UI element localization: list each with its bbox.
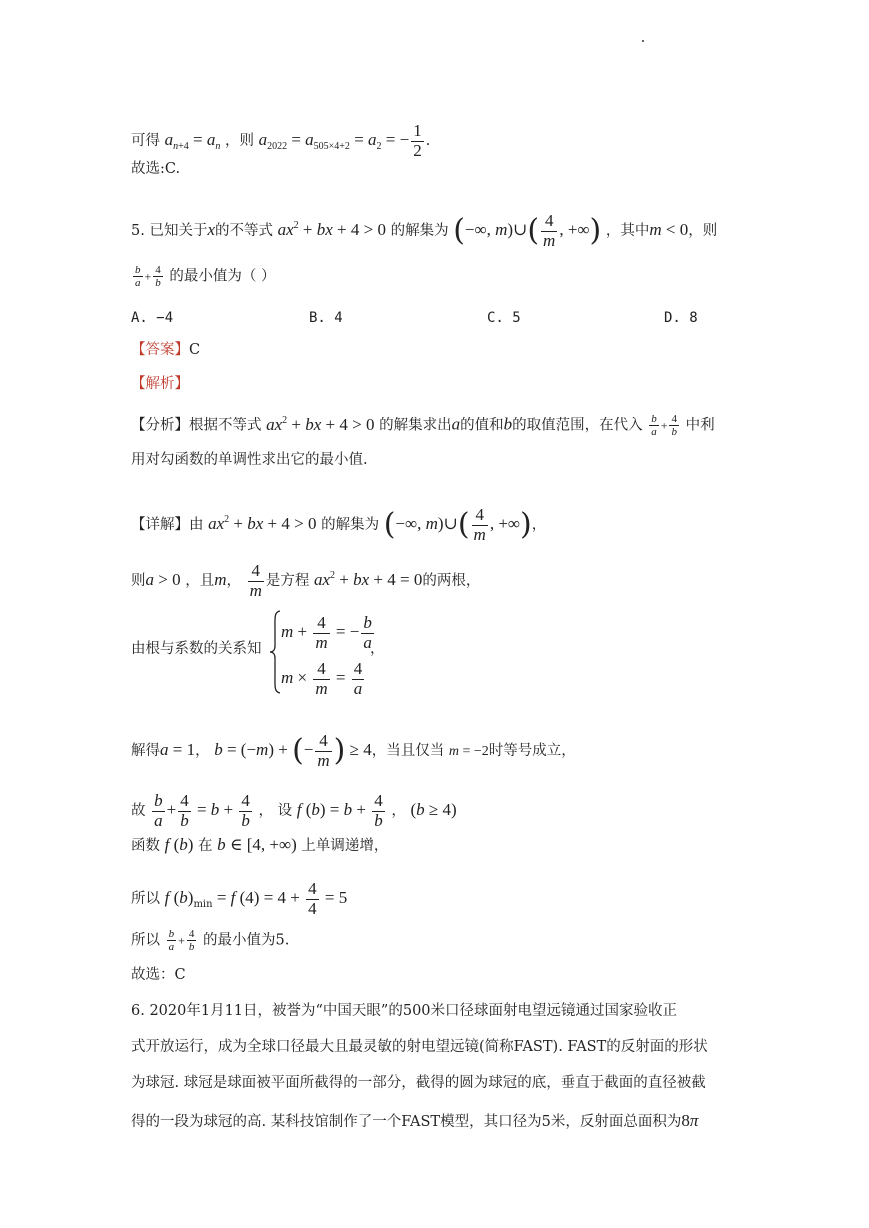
- math-recurrence: $a_{n+4} = a_n$: [164, 130, 221, 153]
- option-d[interactable]: D. 8: [664, 310, 698, 326]
- detail-line-1: 【详解】由 $ax^2$ + bx + 4 > 0 的解集为 (−∞, m)∪( $\frac{4}{m}$ , +∞)，: [131, 505, 547, 544]
- fenxi-line-1: 【分析】根据不等式 $ax^2$ + bx + 4 > 0 的解集求出a的值和b的取值范围，在代入 $\frac{b}{a}$ + $\frac{4}{b}$ 中利: [131, 413, 715, 439]
- vieta-label: 由根与系数的关系知: [131, 641, 262, 657]
- corner-mark: [642, 40, 644, 42]
- analysis-heading: 【解析】: [131, 376, 189, 392]
- question-5: 5. 已知关于x的不等式 $ax^2$ + bx + 4 > 0 的解集为 (−∞, m)∪( $\frac{4}{m}$ , +∞) ，其中m < 0，则: [131, 211, 718, 250]
- vieta-eq-1: m + $\frac{4}{m}$ = − $\frac{b}{a}$: [281, 613, 372, 652]
- math-inequality: $ax^2$ + bx + 4 > 0: [277, 220, 386, 240]
- line-choice-c2: 故选：C: [131, 967, 186, 983]
- left-brace: [269, 610, 281, 694]
- math-solution-set: (−∞, m)∪( $\frac{4}{m}$ , +∞): [453, 211, 602, 250]
- question-5-cont: $\frac{b}{a}$ + $\frac{4}{b}$ 的最小值为（ ）: [135, 264, 276, 290]
- detail-line-2: 则a > 0 ，且m， $\frac{4}{m}$ 是方程 $ax^2$ + bx + 4 = 0的两根，: [131, 561, 481, 600]
- vieta-comma: ，: [370, 641, 385, 657]
- so-line: 所以 $\frac{b}{a}$ + $\frac{4}{b}$ 的最小值为5.: [131, 928, 290, 954]
- line-choice-c1: 故选:C.: [131, 161, 181, 177]
- solve-line: 解得a = 1， b = (−m) + (− $\frac{4}{m}$ ) ≥ 4，当且仅当 m = −2时等号成立，: [131, 731, 576, 770]
- min-line: 所以 f $(b)_{min} = f$ (4) = 4 + $\frac{4}{4}$ = 5: [131, 879, 348, 918]
- func-line: 函数 f (b) 在 b ∈ [4, +∞) 上单调递增，: [131, 835, 389, 854]
- question-6-line-1: 6. 2020年1月11日，被誉为“中国天眼”的500米口径球面射电望远镜通过国家验收正: [131, 1003, 678, 1019]
- fraction-half: $\frac{1}{2}$: [413, 121, 422, 160]
- option-c[interactable]: C. 5: [487, 310, 521, 326]
- vieta-eq-2: m × $\frac{4}{m}$ = $\frac{4}{a}$: [281, 659, 363, 698]
- gu-line: 故 $\frac{b}{a}$ + $\frac{4}{b}$ = b + $\frac{4}{b}$ ， 设 f (b) = b + $\frac{4}{b}$ ， (b ≥ 4): [131, 791, 457, 830]
- line-recurrence: 可得 $a_{n+4} = a_n$ ，则 $a_{2022} = a_{505\times 4+2} = a_2$ = − $\frac{1}{2}$ .: [131, 121, 431, 160]
- answer-line: 【答案】C: [131, 342, 201, 358]
- question-6-line-2: 式开放运行，成为全球口径最大且最灵敏的射电望远镜(简称FAST). FAST的反射面的形状: [131, 1039, 708, 1055]
- question-6-line-3: 为球冠. 球冠是球面被平面所截得的一部分，截得的圆为球冠的底，垂直于截面的直径被截: [131, 1075, 706, 1091]
- question-6-line-4: 得的一段为球冠的高. 某科技馆制作了一个FAST模型，其口径为5米，反射面总面积为8π: [131, 1111, 699, 1130]
- option-a[interactable]: A. −4: [131, 310, 174, 326]
- option-b[interactable]: B. 4: [309, 310, 343, 326]
- fenxi-line-2: 用对勾函数的单调性求出它的最小值.: [131, 452, 368, 468]
- math-a2022: $a_{2022} = a_{505\times 4+2} = a_2$ = −: [258, 130, 410, 153]
